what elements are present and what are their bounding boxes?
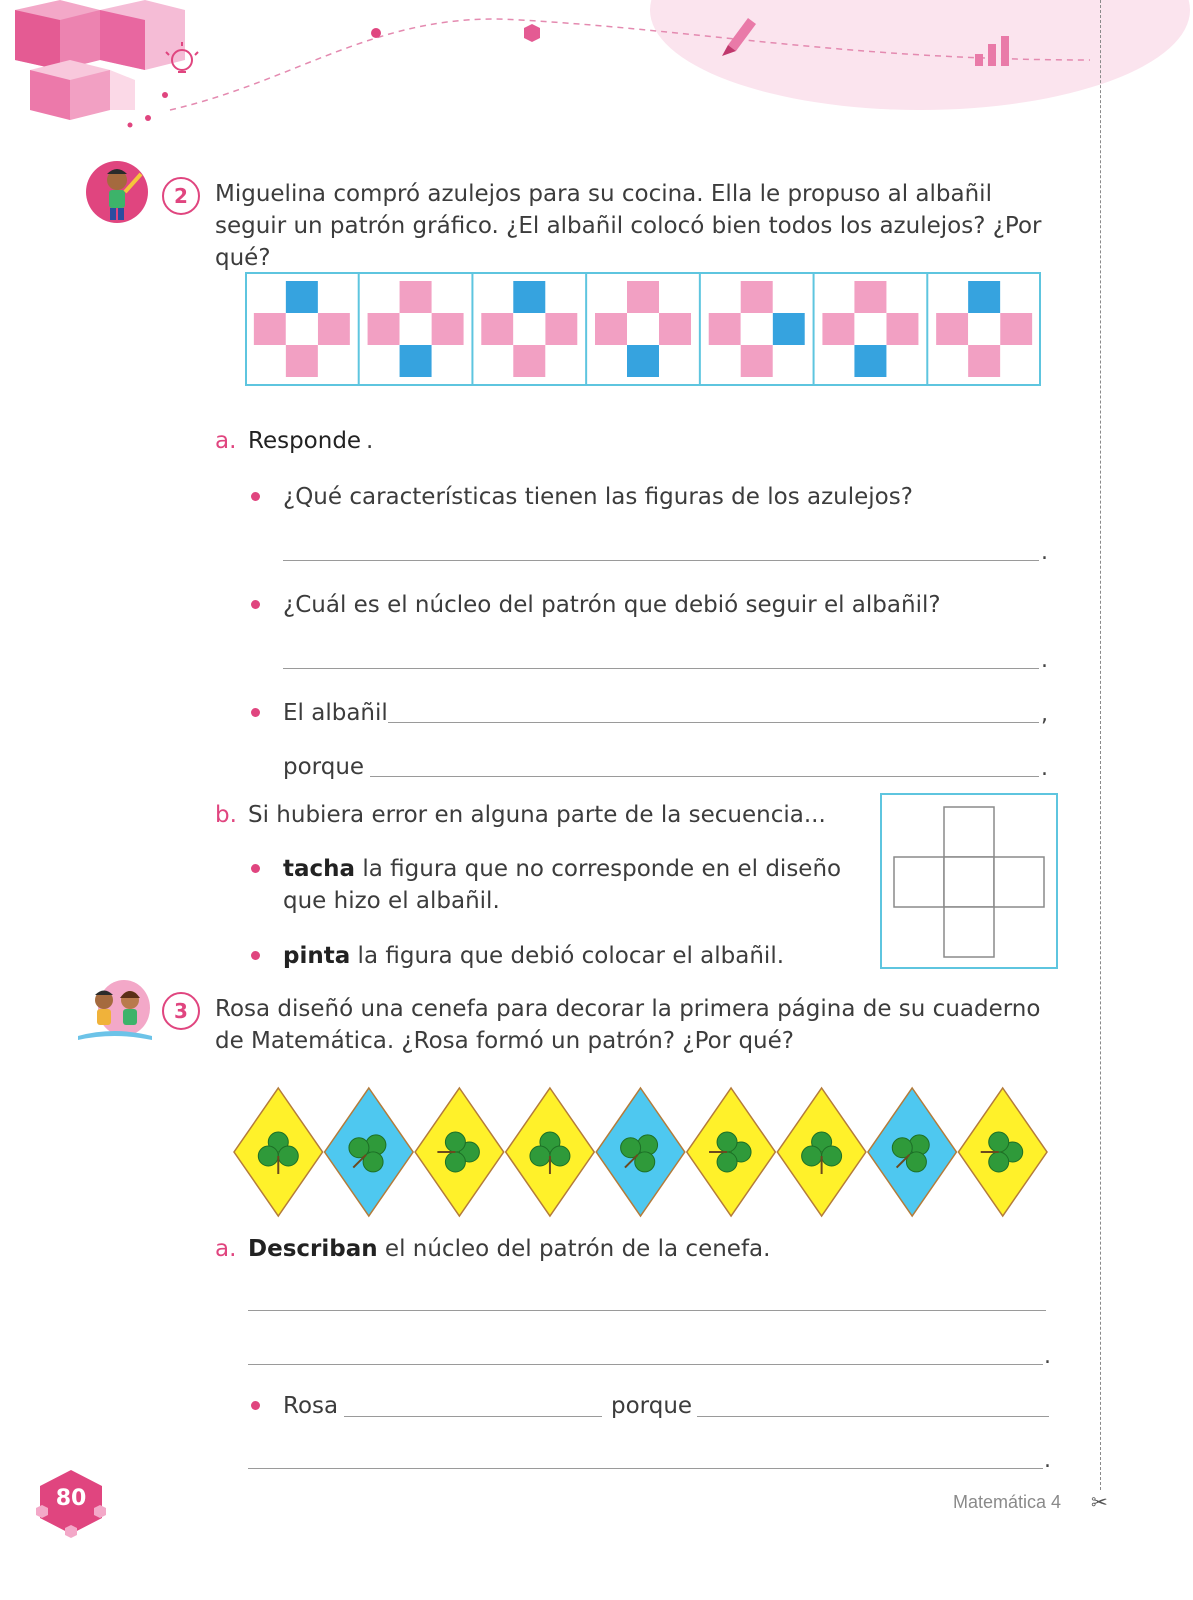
tiles-svg (245, 272, 1041, 386)
diamond-1 (234, 1088, 323, 1216)
boy-with-pencil-icon (85, 160, 149, 224)
answer-line-1[interactable] (283, 560, 1039, 561)
diamond-3 (415, 1088, 504, 1216)
answer-line-8[interactable] (697, 1416, 1049, 1417)
tile-square-bottom (854, 345, 886, 377)
cenefa-svg (233, 1086, 1048, 1218)
answer-line-7[interactable] (344, 1416, 602, 1417)
tile-square-left (822, 313, 854, 345)
tile-square-right (432, 313, 464, 345)
answer-line-4[interactable] (370, 776, 1039, 777)
tile-square-bottom (513, 345, 545, 377)
question-3: El albañil (283, 700, 388, 726)
diamond-2 (325, 1088, 414, 1216)
exercise-3-statement: Rosa diseñó una cenefa para decorar la primera página de su cuaderno de Matemática. ¿Rosa formó un patrón? ¿Por qué? (215, 996, 1041, 1054)
tile-3[interactable] (481, 281, 577, 377)
tile-square-top (627, 281, 659, 313)
exercise-2-statement: Miguelina compró azulejos para su cocina. Ella le propuso al albañil seguir un patrón gráfico. ¿El albañil colocó bien todos los azulejos? ¿Por qué? (215, 181, 1042, 271)
question-2: ¿Cuál es el núcleo del patrón que debió seguir el albañil? (283, 592, 941, 618)
tile-square-right (318, 313, 350, 345)
scissors-icon: ✂ (1091, 1490, 1108, 1514)
tile-4[interactable] (595, 281, 691, 377)
tile-square-bottom (286, 345, 318, 377)
question-1: ¿Qué características tienen las figuras de los azulejos? (283, 484, 913, 510)
part-b-item-1-verb: tacha (283, 856, 356, 882)
cenefa-border (233, 1086, 1048, 1218)
children-reading-icon (74, 978, 156, 1042)
tile-square-top (854, 281, 886, 313)
tile-square-bottom (627, 345, 659, 377)
part-b-item-2-text: la figura que debió colocar el albañil. (350, 943, 785, 969)
tile-square-center (400, 313, 432, 345)
tile-square-top (286, 281, 318, 313)
question-3-because: porque (283, 754, 365, 780)
diamond-7 (777, 1088, 866, 1216)
period-mark: . (1041, 756, 1048, 781)
tile-2[interactable] (368, 281, 464, 377)
part-b-item-1-text: la figura que no corresponde en el diseño que hizo el albañil. (283, 856, 842, 914)
tile-square-center (968, 313, 1000, 345)
period-mark: . (1041, 540, 1048, 565)
exercise-3-part-a-rest: el núcleo del patrón de la cenefa. (377, 1236, 771, 1262)
tile-square-center (854, 313, 886, 345)
header-graphics (0, 0, 1193, 145)
tile-6[interactable] (822, 281, 918, 377)
exercise-2-number: 2 (162, 177, 200, 215)
diamond-5 (596, 1088, 685, 1216)
tile-square-right (886, 313, 918, 345)
tile-7[interactable] (936, 281, 1032, 377)
answer-line-2[interactable] (283, 668, 1039, 669)
answer-line-6[interactable] (248, 1364, 1043, 1365)
exercise-2-part-b-title: Si hubiera error en alguna parte de la secuencia... (248, 802, 826, 828)
tile-square-top (513, 281, 545, 313)
tile-square-right (545, 313, 577, 345)
tile-square-left (595, 313, 627, 345)
exercise-2-part-a-letter: a. (215, 428, 237, 454)
bullet-dot (251, 951, 260, 960)
answer-line-3[interactable] (388, 722, 1039, 723)
bullet-dot (251, 492, 260, 501)
exercise-3-illustration (74, 978, 156, 1042)
cubes-icon (15, 0, 185, 120)
bullet-dot (251, 864, 260, 873)
tile-square-left (936, 313, 968, 345)
tile-square-bottom (968, 345, 1000, 377)
tile-square-center (513, 313, 545, 345)
exercise-3-number: 3 (162, 992, 200, 1030)
rosa-label: Rosa (283, 1393, 339, 1419)
part-b-item-2 (283, 940, 843, 972)
book-title: Matemática 4 (953, 1492, 1062, 1512)
diamond-8 (868, 1088, 957, 1216)
cut-line (1100, 0, 1101, 1490)
tile-square-top (400, 281, 432, 313)
tile-square-right (1000, 313, 1032, 345)
tile-1[interactable] (254, 281, 350, 377)
tile-square-left (481, 313, 513, 345)
tiles-strip (245, 272, 1041, 386)
period-mark: . (1044, 1448, 1051, 1473)
answer-line-9[interactable] (248, 1468, 1043, 1469)
tile-square-left (254, 313, 286, 345)
tile-square-center (627, 313, 659, 345)
diamond-9 (958, 1088, 1047, 1216)
tile-square-top (968, 281, 1000, 313)
part-b-item-2-verb: pinta (283, 943, 351, 969)
blank-cross-shape[interactable] (882, 795, 1056, 967)
exercise-2-part-b-letter: b. (215, 802, 237, 828)
exercise-3-part-a-letter: a. (215, 1236, 237, 1262)
period-mark: . (366, 428, 374, 454)
porque-label: porque (611, 1393, 693, 1419)
tile-square-center (286, 313, 318, 345)
tile-5[interactable] (709, 281, 805, 377)
period-mark: . (1044, 1344, 1051, 1369)
tile-square-bottom (741, 345, 773, 377)
answer-line-5[interactable] (248, 1310, 1046, 1311)
exercise-2-part-a-title: Responde (248, 428, 362, 454)
small-cube-icon (524, 24, 540, 42)
tile-square-left (709, 313, 741, 345)
tile-square-right (659, 313, 691, 345)
page-number-badge (34, 1468, 108, 1540)
exercise-3-part-a-text (248, 1233, 770, 1265)
period-mark: . (1041, 648, 1048, 673)
tile-square-bottom (400, 345, 432, 377)
bullet-dot (251, 708, 260, 717)
part-b-item-1 (283, 853, 843, 917)
header-decoration (0, 0, 1193, 145)
exercise-2-illustration (85, 160, 149, 224)
diamond-6 (687, 1088, 776, 1216)
tile-square-left (368, 313, 400, 345)
exercise-3-part-a-verb: Describan (248, 1236, 378, 1262)
bullet-dot (251, 1401, 260, 1410)
comma-mark: , (1041, 702, 1048, 727)
diamond-4 (506, 1088, 595, 1216)
tile-square-center (741, 313, 773, 345)
tile-square-top (741, 281, 773, 313)
tile-square-right (773, 313, 805, 345)
blank-tile-to-paint[interactable] (880, 793, 1058, 969)
page-number: 80 (55, 1486, 87, 1511)
bullet-dot (251, 600, 260, 609)
